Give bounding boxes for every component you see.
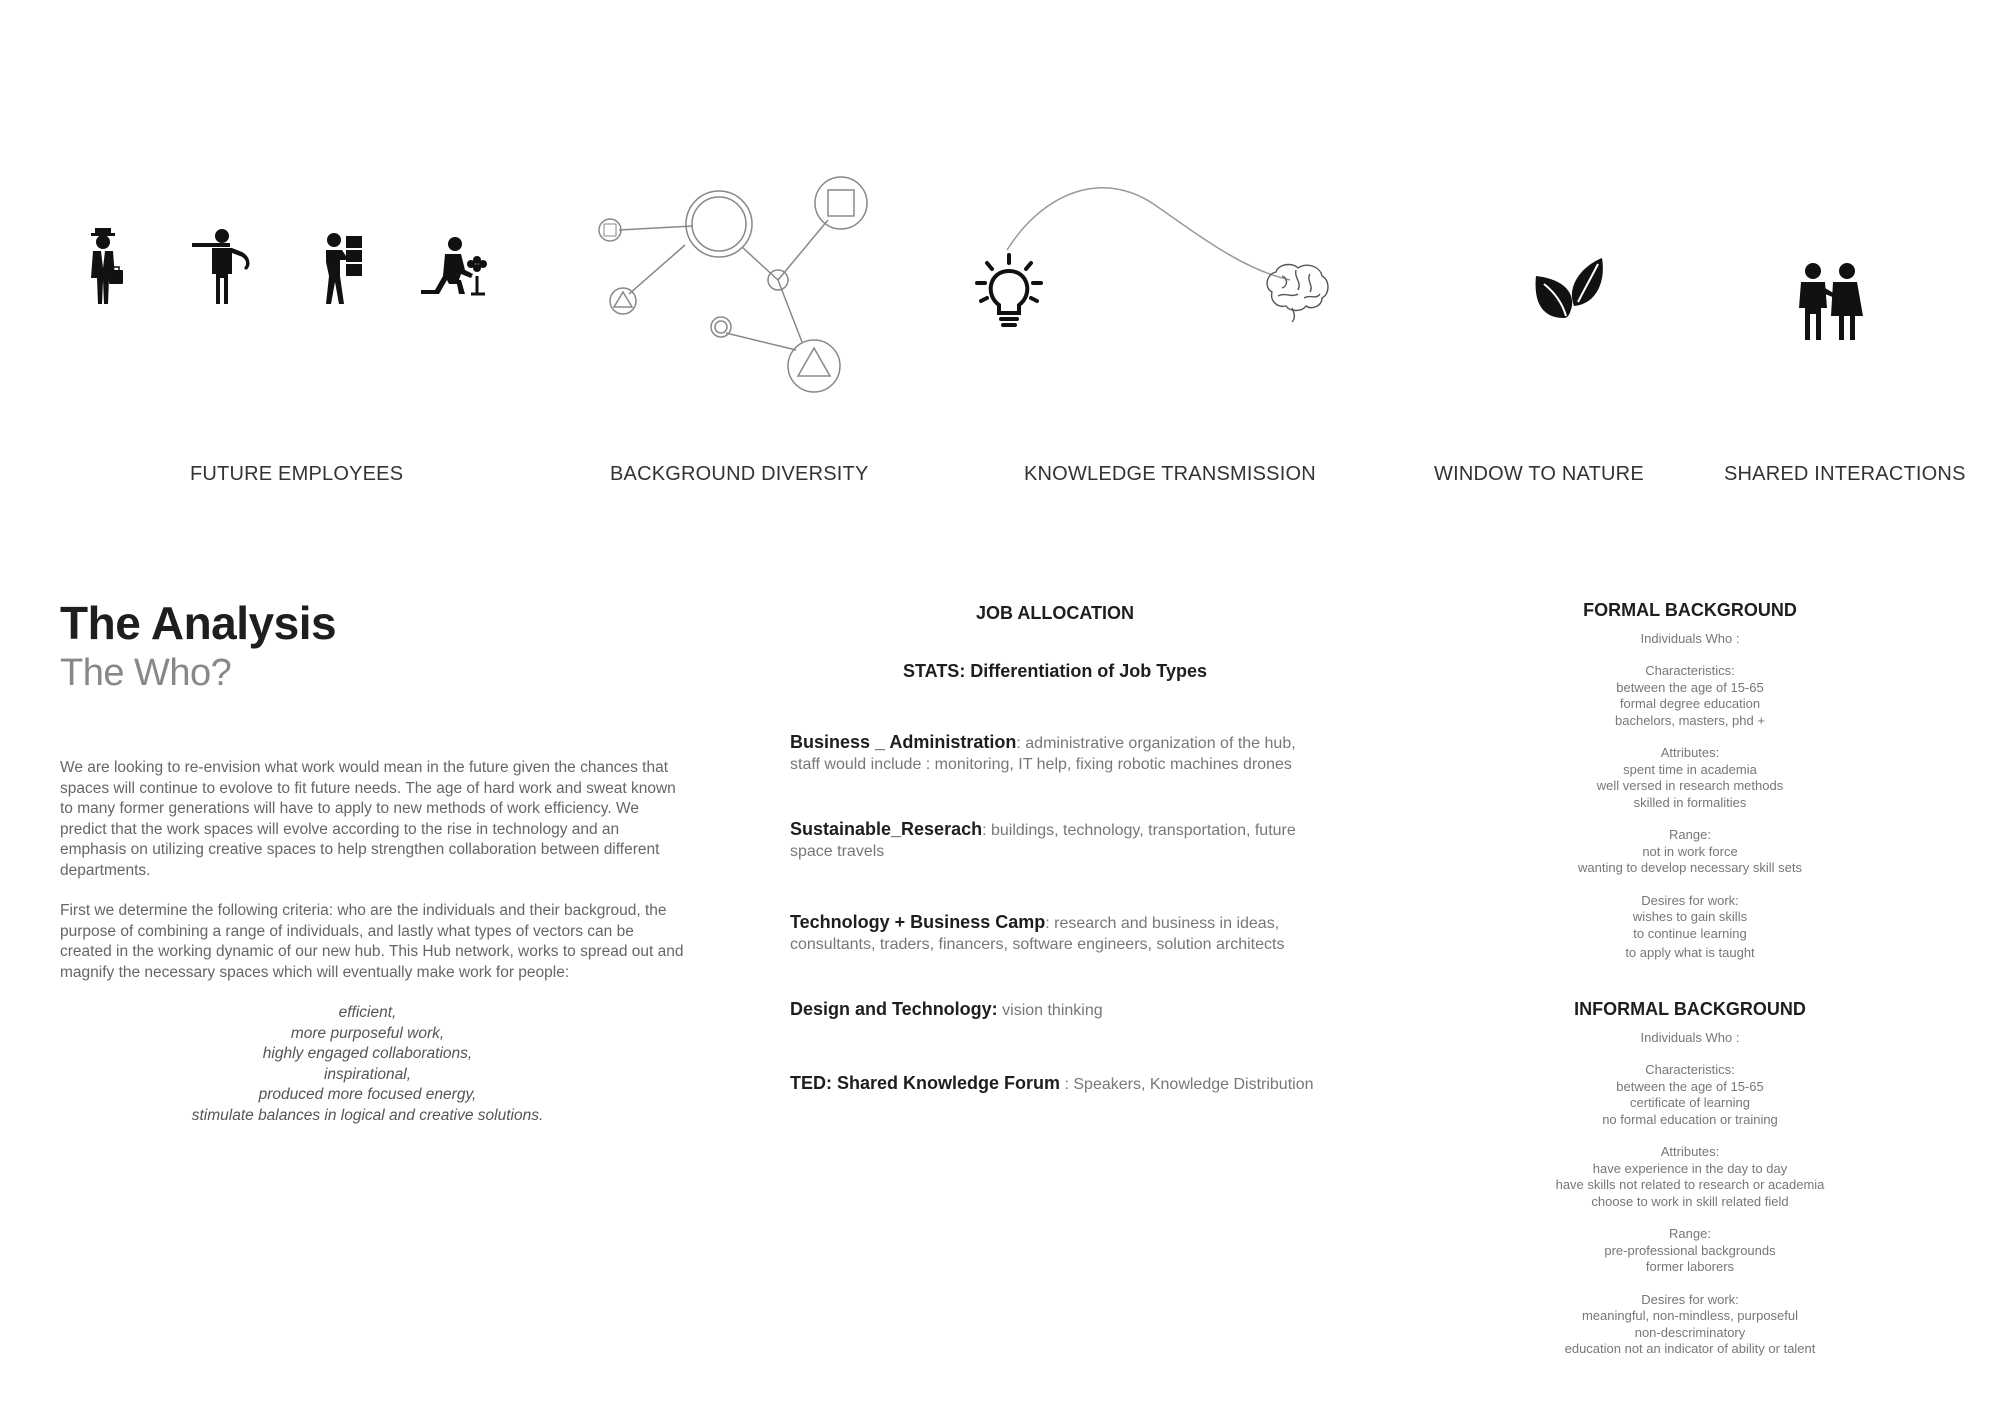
formal-background-section [1530, 602, 1850, 962]
lightbulb-icon [975, 253, 1043, 329]
formal-desire: wishes to gain skills [1632, 909, 1748, 924]
formal-range: wanting to develop necessary skill sets [1577, 860, 1802, 875]
informal-attribute: choose to work in skill related field [1591, 1193, 1789, 1209]
two-people-icon [1795, 262, 1865, 340]
informal-range: former laborers [1645, 1259, 1735, 1274]
informal-attribute: have experience in the day to day [1592, 1160, 1788, 1176]
job-description: : research and business in ideas, consultants, traders, financers, software engineers, solution architects [790, 915, 1285, 953]
quality-item: produced more focused energy, [258, 1086, 477, 1103]
formal-who: Individuals Who : [1640, 630, 1740, 646]
job-title: Design and Technology: [790, 999, 998, 1019]
informal-attribute: have skills not related to research or academia [1555, 1177, 1825, 1192]
quality-item: stimulate balances in logical and creative solutions. [191, 1106, 544, 1124]
informal-range-label: Range: [1669, 1226, 1711, 1241]
leaves-icon [1534, 256, 1604, 320]
formal-background-heading: FORMAL BACKGROUND [1583, 600, 1797, 620]
job-title: TED: Shared Knowledge Forum [790, 1073, 1061, 1093]
job-item [790, 1073, 1330, 1096]
quality-item: inspirational, [323, 1065, 412, 1083]
informal-range: pre-professional backgrounds [1604, 1242, 1776, 1258]
transmission-curve [1005, 180, 1295, 290]
intro-paragraph: We are looking to re-envision what work would mean in the future given the chances that spaces will continue to evolove to fit future needs. The age of hard work and sweat known to many former generations will have to apply to new methods of work efficiency. We predict that the work spaces will evolve according to the rise in technology and an emphasis on utilizing creative spaces to help strengthen collaboration between different departments. [60, 759, 676, 879]
informal-background-section [1530, 1001, 1850, 1358]
informal-characteristic: certificate of learning [1630, 1095, 1750, 1110]
delivery-worker-icon [320, 232, 368, 304]
stats-heading: STATS: Differentiation of Job Types [902, 661, 1207, 681]
category-label-window-to-nature: WINDOW TO NATURE [1434, 463, 1644, 485]
formal-characteristic: bachelors, masters, phd + [1615, 712, 1765, 728]
formal-desire: to continue learning [1633, 925, 1747, 941]
informal-desire: education not an indicator of ability or talent [1564, 1341, 1816, 1356]
job-title: Technology + Business Camp [790, 912, 1046, 932]
page-title: The Analysis [60, 597, 337, 649]
formal-range: not in work force [1642, 843, 1738, 859]
job-description: : administrative organization of the hub, staff would include : monitoring, IT help, fixing robotic machines drones [790, 735, 1296, 773]
formal-range-label: Range: [1669, 827, 1711, 842]
businessman-icon [85, 228, 125, 304]
formal-attributes-label: Attributes: [1660, 745, 1720, 760]
job-description: vision thinking [997, 1002, 1103, 1019]
brain-icon [1262, 262, 1332, 322]
informal-characteristics-label: Characteristics: [1645, 1062, 1735, 1077]
job-item [790, 732, 1330, 775]
informal-desire: meaningful, non-mindless, purposeful [1581, 1308, 1799, 1323]
job-title: Business _ Administration [790, 732, 1017, 752]
laborer-icon [192, 228, 254, 304]
category-label-future-employees: FUTURE EMPLOYEES [190, 463, 404, 485]
category-label-background-diversity: BACKGROUND DIVERSITY [610, 463, 869, 485]
job-item [790, 912, 1330, 955]
formal-attribute: skilled in formalities [1633, 794, 1747, 810]
formal-attribute: spent time in academia [1623, 761, 1757, 777]
formal-characteristics-label: Characteristics: [1645, 663, 1735, 678]
informal-desire: non-descriminatory [1634, 1324, 1746, 1340]
formal-attribute: well versed in research methods [1596, 778, 1784, 793]
informal-characteristic: no formal education or training [1602, 1111, 1778, 1127]
informal-desires-label: Desires for work: [1641, 1291, 1739, 1307]
network-diagram-icon [590, 175, 890, 405]
quality-item: efficient, [338, 1004, 397, 1021]
page-subtitle: The Who? [60, 652, 232, 694]
formal-characteristic: formal degree education [1619, 696, 1761, 711]
job-allocation-heading: JOB ALLOCATION [976, 603, 1134, 623]
gardener-icon [421, 236, 493, 296]
formal-desires-label: Desires for work: [1641, 892, 1739, 908]
category-label-knowledge-transmission: KNOWLEDGE TRANSMISSION [1024, 463, 1316, 485]
quality-item: more purposeful work, [290, 1024, 445, 1042]
formal-desire: to apply what is taught [1625, 945, 1755, 960]
job-item [790, 819, 1330, 862]
job-item [790, 999, 1330, 1022]
job-title: Sustainable_Reserach [790, 819, 983, 839]
job-description: : Speakers, Knowledge Distribution [1060, 1076, 1314, 1093]
criteria-paragraph: First we determine the following criteria: who are the individuals and their backgroud, the purpose of combining a range of individuals, and lastly what types of vectors can be created in the working dynamic of our new hub. This Hub network, works to spread out and magnify the necessary spaces which will eventually make work for people: [60, 902, 684, 981]
job-description: : buildings, technology, transportation, future space travels [790, 822, 1296, 860]
informal-background-heading: INFORMAL BACKGROUND [1574, 999, 1806, 1019]
informal-attributes-label: Attributes: [1660, 1144, 1720, 1159]
quality-item: highly engaged collaborations, [262, 1045, 473, 1062]
informal-who: Individuals Who : [1640, 1029, 1740, 1045]
qualities-list [60, 1003, 675, 1126]
formal-characteristic: between the age of 15-65 [1616, 679, 1764, 695]
category-label-shared-interactions: SHARED INTERACTIONS [1724, 463, 1966, 485]
informal-characteristic: between the age of 15-65 [1616, 1078, 1764, 1094]
